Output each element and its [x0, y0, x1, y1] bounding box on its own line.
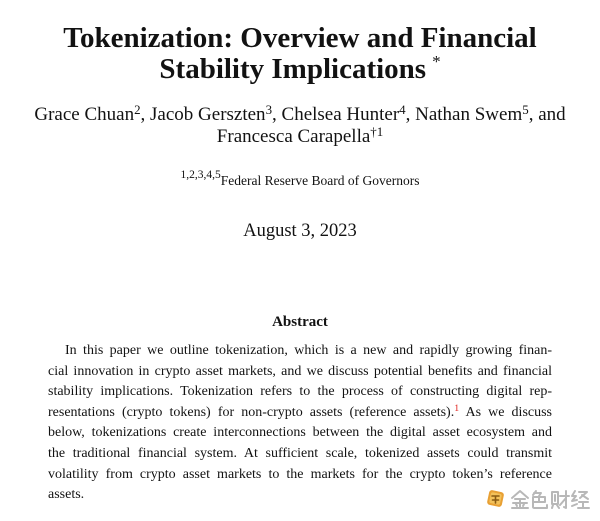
watermark-lettering [512, 491, 589, 508]
author-name: Chelsea Hunter [281, 104, 400, 125]
abstract-line: assets. [48, 487, 85, 503]
abstract-line: In this paper we outline tokenization, which is a new and rapidly growing finan- [65, 343, 552, 358]
author-affiliation-mark: 4 [399, 101, 406, 117]
author-separator: , [140, 104, 151, 125]
author-separator: , [272, 104, 282, 125]
affiliation-marks: 1,2,3,4,5 [180, 169, 221, 181]
author-list [0, 101, 600, 148]
author-separator: , and [528, 104, 566, 125]
author-line [0, 101, 600, 126]
abstract-line: volatility from crypto asset markets to the markets for the crypto token’s reference [48, 466, 552, 482]
author-name: Nathan Swem [415, 104, 523, 125]
title-line-text: Stability Implications [159, 53, 427, 85]
abstract-line: the traditional financial system. At sufficient scale, tokenized assets could transmit [48, 445, 552, 461]
abstract-line: cial innovation in crypto asset markets, and we discuss potential benefits and financial [48, 363, 552, 379]
abstract-line-text: resentations (crypto tokens) for non-crypto assets (reference assets). [48, 404, 455, 420]
abstract-line: stability implications. Tokenization refers to the process of constructing digital rep- [48, 384, 552, 400]
publication-date: August 3, 2023 [243, 221, 357, 241]
author-affiliation-mark: 3 [265, 101, 273, 117]
author-name: Jacob Gerszten [150, 104, 266, 125]
author-line [0, 123, 600, 148]
abstract-line-text: As we discuss [459, 404, 553, 420]
watermark [483, 486, 595, 514]
paper-title [0, 23, 600, 85]
abstract-line: below, tokenizations create interconnections between the digital asset ecosystem and [48, 425, 552, 441]
title-line [0, 54, 600, 85]
author-name: Francesca Carapella [216, 126, 371, 147]
title-line: Tokenization: Overview and Financial [63, 22, 537, 54]
abstract-line [48, 403, 552, 424]
jinse-coin-logo-icon [487, 490, 505, 508]
author-affiliation-mark: 5 [522, 101, 529, 117]
abstract-body [48, 341, 552, 506]
title-footnote-mark: * [432, 52, 441, 71]
footnote-reference-link[interactable]: 1 [454, 403, 460, 415]
author-name: Grace Chuan [34, 104, 135, 125]
affiliation [0, 169, 600, 189]
author-separator: , [405, 104, 416, 125]
abstract-heading: Abstract [272, 314, 328, 330]
author-affiliation-mark: †1 [370, 123, 384, 139]
affiliation-name: Federal Reserve Board of Governors [220, 173, 420, 188]
author-affiliation-mark: 2 [134, 101, 141, 117]
